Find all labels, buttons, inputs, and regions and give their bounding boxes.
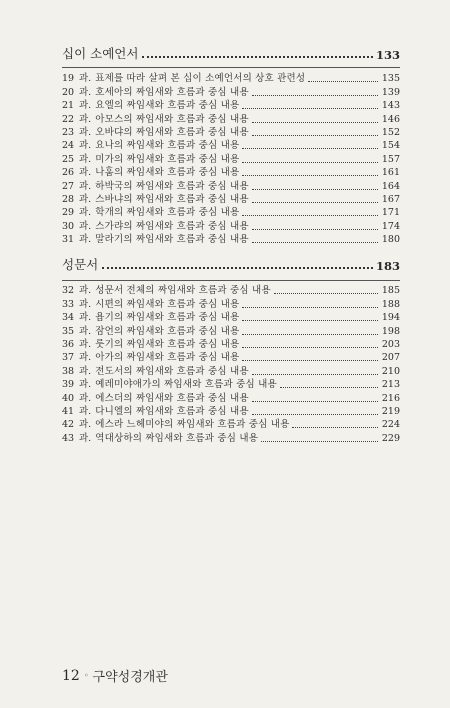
dot-leader	[242, 148, 378, 149]
lesson-page-number: 143	[381, 100, 400, 112]
lesson-title: 예레미야애가의 짜임새와 흐름과 중심 내용	[95, 379, 277, 391]
lesson-marker: 과.	[79, 220, 92, 232]
dot-leader	[252, 374, 378, 375]
dot-leader	[252, 95, 378, 96]
lesson-page-number: 216	[381, 392, 400, 404]
lesson-title: 요엘의 짜임새와 흐름과 중심 내용	[95, 100, 240, 112]
lesson-number: 34	[62, 312, 75, 324]
lesson-number: 37	[62, 352, 75, 364]
lesson-title: 룻기의 짜임새와 흐름과 중심 내용	[95, 338, 240, 350]
lesson-marker: 과.	[79, 338, 92, 350]
lesson-title: 아가의 짜임새와 흐름과 중심 내용	[95, 352, 240, 364]
lesson-page-number: 203	[381, 338, 400, 350]
dot-leader	[242, 334, 378, 335]
lesson-number: 31	[62, 234, 75, 246]
toc-entry	[62, 219, 400, 232]
dot-leader	[252, 229, 378, 230]
lesson-marker: 과.	[79, 352, 92, 364]
section-title: 성문서	[62, 257, 99, 272]
lesson-number: 24	[62, 140, 75, 152]
lesson-page-number: 135	[381, 73, 400, 85]
toc-entry	[62, 206, 400, 219]
lesson-marker: 과.	[79, 207, 92, 219]
lesson-title: 호세아의 짜임새와 흐름과 중심 내용	[95, 86, 249, 98]
lesson-number: 21	[62, 100, 75, 112]
toc-entry	[62, 284, 400, 297]
lesson-marker: 과.	[79, 73, 92, 85]
toc-entry	[62, 338, 400, 351]
lesson-title: 전도서의 짜임새와 흐름과 중심 내용	[95, 365, 249, 377]
footer-page-number: 12	[62, 667, 80, 684]
lesson-marker: 과.	[79, 180, 92, 192]
dot-leader	[252, 202, 378, 203]
dot-leader	[242, 320, 378, 321]
lesson-number: 28	[62, 193, 75, 205]
lesson-number: 32	[62, 285, 75, 297]
lesson-marker: 과.	[79, 100, 92, 112]
dot-leader	[242, 347, 378, 348]
lesson-page-number: 188	[381, 298, 400, 310]
lesson-number: 40	[62, 392, 75, 404]
lesson-title: 표제를 따라 살펴 본 십이 소예언서의 상호 관련성	[95, 73, 306, 85]
toc-entry	[62, 112, 400, 125]
toc-entry	[62, 351, 400, 364]
lesson-page-number: 180	[381, 234, 400, 246]
footer-separator: ◦	[83, 671, 89, 680]
dot-leader	[242, 162, 378, 163]
lesson-title: 잠언의 짜임새와 흐름과 중심 내용	[95, 325, 240, 337]
section-header-writings	[62, 255, 400, 273]
lesson-title: 시편의 짜임새와 흐름과 중심 내용	[95, 298, 240, 310]
lesson-page-number: 185	[381, 285, 400, 297]
lesson-marker: 과.	[79, 86, 92, 98]
lesson-number: 33	[62, 298, 75, 310]
section-divider	[62, 67, 400, 68]
lesson-page-number: 152	[381, 126, 400, 138]
dot-leader	[308, 81, 378, 82]
lesson-marker: 과.	[79, 419, 92, 431]
dot-leader	[292, 427, 378, 428]
lesson-number: 35	[62, 325, 75, 337]
lesson-marker: 과.	[79, 234, 92, 246]
toc-entry	[62, 431, 400, 444]
lesson-title: 아모스의 짜임새와 흐름과 중심 내용	[95, 113, 249, 125]
dot-leader	[252, 135, 378, 136]
toc-entry	[62, 391, 400, 404]
toc-entry	[62, 139, 400, 152]
toc-entry	[62, 297, 400, 310]
lesson-number: 20	[62, 86, 75, 98]
dot-leader	[252, 122, 378, 123]
lesson-title: 하박국의 짜임새와 흐름과 중심 내용	[95, 180, 249, 192]
dot-leader	[261, 441, 378, 442]
lesson-title: 스바냐의 짜임새와 흐름과 중심 내용	[95, 193, 249, 205]
dot-leader	[242, 108, 378, 109]
section-header-minor-prophets	[62, 44, 400, 62]
lesson-page-number: 213	[381, 379, 400, 391]
toc-entry	[62, 179, 400, 192]
lesson-number: 43	[62, 432, 75, 444]
lesson-page-number: 167	[381, 193, 400, 205]
lesson-title: 스가랴의 짜임새와 흐름과 중심 내용	[95, 220, 249, 232]
dot-leader	[280, 387, 378, 388]
lesson-number: 42	[62, 419, 75, 431]
lesson-number: 23	[62, 126, 75, 138]
lesson-marker: 과.	[79, 167, 92, 179]
toc-entry	[62, 166, 400, 179]
lesson-title: 성문서 전체의 짜임새와 흐름과 중심 내용	[95, 285, 271, 297]
lesson-title: 에스더의 짜임새와 흐름과 중심 내용	[95, 392, 249, 404]
toc-entry	[62, 99, 400, 112]
lesson-number: 19	[62, 73, 75, 85]
dot-leader	[252, 414, 378, 415]
lesson-page-number: 224	[381, 419, 400, 431]
dot-leader	[242, 175, 378, 176]
lesson-number: 26	[62, 167, 75, 179]
lesson-title: 역대상하의 짜임새와 흐름과 중심 내용	[95, 432, 259, 444]
lesson-number: 38	[62, 365, 75, 377]
lesson-page-number: 210	[381, 365, 400, 377]
toc-entry	[62, 311, 400, 324]
toc-entry	[62, 233, 400, 246]
toc-entry	[62, 418, 400, 431]
section-divider	[62, 280, 400, 281]
toc-entry	[62, 72, 400, 85]
toc-entry	[62, 193, 400, 206]
lesson-title: 학개의 짜임새와 흐름과 중심 내용	[95, 207, 240, 219]
lesson-marker: 과.	[79, 325, 92, 337]
lesson-marker: 과.	[79, 392, 92, 404]
dot-leader	[102, 267, 373, 269]
lesson-title: 나훔의 짜임새와 흐름과 중심 내용	[95, 167, 240, 179]
entry-list-writings	[62, 284, 400, 445]
lesson-title: 말라기의 짜임새와 흐름과 중심 내용	[95, 234, 249, 246]
lesson-page-number: 161	[381, 167, 400, 179]
lesson-number: 36	[62, 338, 75, 350]
lesson-marker: 과.	[79, 312, 92, 324]
lesson-marker: 과.	[79, 153, 92, 165]
lesson-marker: 과.	[79, 298, 92, 310]
lesson-page-number: 229	[381, 432, 400, 444]
lesson-marker: 과.	[79, 405, 92, 417]
lesson-marker: 과.	[79, 365, 92, 377]
lesson-marker: 과.	[79, 432, 92, 444]
toc-entry	[62, 405, 400, 418]
lesson-page-number: 164	[381, 180, 400, 192]
lesson-title: 오바댜의 짜임새와 흐름과 중심 내용	[95, 126, 249, 138]
lesson-title: 요나의 짜임새와 흐름과 중심 내용	[95, 140, 240, 152]
lesson-number: 30	[62, 220, 75, 232]
lesson-marker: 과.	[79, 379, 92, 391]
dot-leader	[142, 56, 373, 58]
section-page-number: 133	[375, 48, 400, 62]
toc-entry	[62, 378, 400, 391]
dot-leader	[274, 293, 378, 294]
lesson-marker: 과.	[79, 140, 92, 152]
lesson-page-number: 146	[381, 113, 400, 125]
dot-leader	[242, 307, 378, 308]
entry-list-minor-prophets	[62, 72, 400, 246]
toc-entry	[62, 324, 400, 337]
lesson-page-number: 157	[381, 153, 400, 165]
dot-leader	[242, 215, 378, 216]
lesson-number: 29	[62, 207, 75, 219]
page-footer	[62, 666, 168, 685]
lesson-marker: 과.	[79, 193, 92, 205]
lesson-page-number: 219	[381, 405, 400, 417]
lesson-page-number: 174	[381, 220, 400, 232]
lesson-page-number: 154	[381, 140, 400, 152]
lesson-title: 에스라 느헤미야의 짜임새와 흐름과 중심 내용	[95, 419, 290, 431]
toc-entry	[62, 126, 400, 139]
lesson-number: 25	[62, 153, 75, 165]
lesson-title: 욥기의 짜임새와 흐름과 중심 내용	[95, 312, 240, 324]
toc-entry	[62, 364, 400, 377]
lesson-number: 22	[62, 113, 75, 125]
lesson-marker: 과.	[79, 113, 92, 125]
dot-leader	[252, 401, 378, 402]
lesson-marker: 과.	[79, 126, 92, 138]
lesson-title: 다니엘의 짜임새와 흐름과 중심 내용	[95, 405, 249, 417]
lesson-page-number: 198	[381, 325, 400, 337]
dot-leader	[242, 360, 378, 361]
lesson-page-number: 171	[381, 207, 400, 219]
toc-entry	[62, 85, 400, 98]
lesson-page-number: 207	[381, 352, 400, 364]
lesson-number: 27	[62, 180, 75, 192]
lesson-marker: 과.	[79, 285, 92, 297]
toc-entry	[62, 152, 400, 165]
dot-leader	[252, 242, 378, 243]
lesson-title: 미가의 짜임새와 흐름과 중심 내용	[95, 153, 240, 165]
dot-leader	[252, 189, 378, 190]
section-title: 십이 소예언서	[62, 46, 139, 61]
lesson-page-number: 139	[381, 86, 400, 98]
section-page-number: 183	[375, 259, 400, 273]
lesson-number: 41	[62, 405, 75, 417]
footer-book-title: 구약성경개관	[92, 670, 168, 685]
lesson-number: 39	[62, 379, 75, 391]
lesson-page-number: 194	[381, 312, 400, 324]
